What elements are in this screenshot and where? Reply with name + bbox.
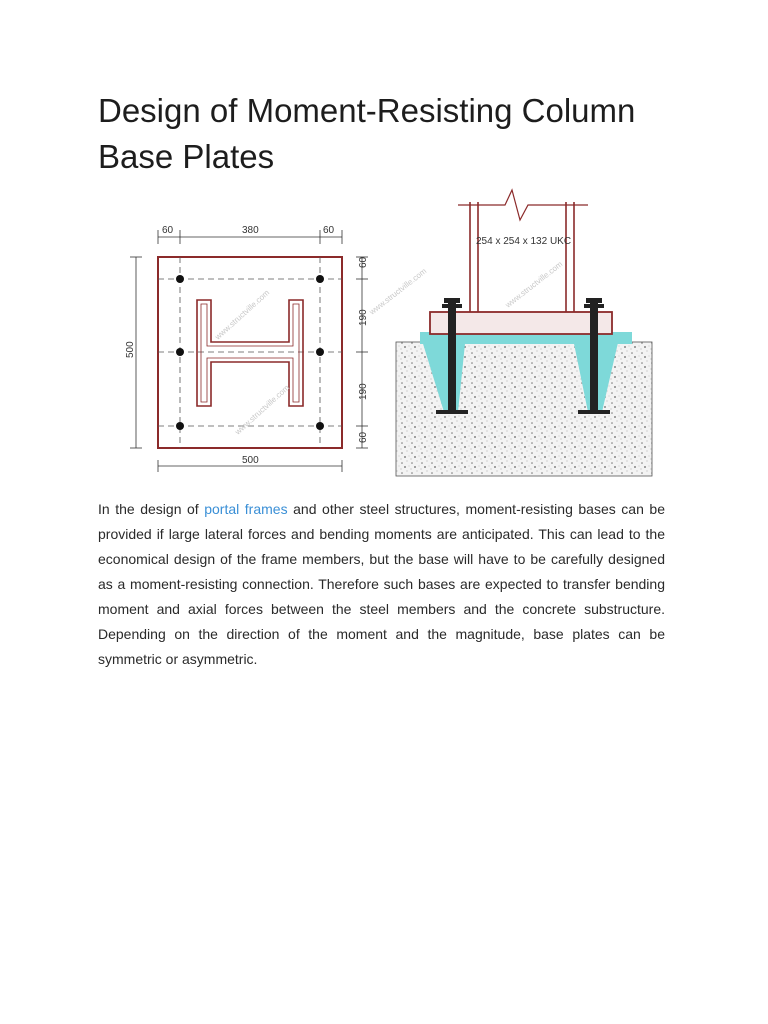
- section-watermark-1: www.structville.com: [367, 266, 429, 317]
- top-dim-right: 60: [323, 225, 335, 236]
- left-dim: 500: [125, 341, 136, 358]
- right-dim-3: 190: [358, 383, 369, 400]
- paragraph-body: and other steel structures, moment-resisting bases can be provided if large lateral forces and bending moments are anticipated. This can lead to the economical design of the frame members, but the base will have to be carefully designed as a moment-resisting connection. Therefore such bases are expected to transfer bending moment and axial forces between the steel members and the concrete substructure. Depending on the direction of the moment and the magnitude, base plates can be symmetric or asymmetric.: [98, 501, 665, 667]
- section-label: 254 x 254 x 132 UKC: [476, 236, 572, 247]
- plan-view: [125, 225, 369, 472]
- top-dim-center: 380: [242, 225, 259, 236]
- right-dim-2: 190: [358, 309, 369, 326]
- top-dim-left: 60: [162, 225, 174, 236]
- section-watermark-2: www.structville.com: [503, 259, 565, 310]
- base-plate-figure: [0, 180, 768, 480]
- right-dim-4: 60: [358, 431, 369, 443]
- portal-frames-link[interactable]: portal frames: [204, 501, 288, 517]
- plan-watermark-1: www.structville.com: [213, 288, 272, 342]
- paragraph-intro: In the design of: [98, 501, 205, 517]
- plan-watermark-2: www.structville.com: [233, 383, 292, 437]
- page-title: Design of Moment-Resisting Column Base Plates: [98, 92, 636, 175]
- bottom-dim: 500: [242, 455, 259, 466]
- right-dim-1: 60: [358, 256, 369, 268]
- base-plate-drawing: [0, 180, 768, 480]
- base-plate-section: [430, 312, 612, 334]
- article-paragraph: [98, 497, 665, 672]
- section-view: [367, 190, 652, 476]
